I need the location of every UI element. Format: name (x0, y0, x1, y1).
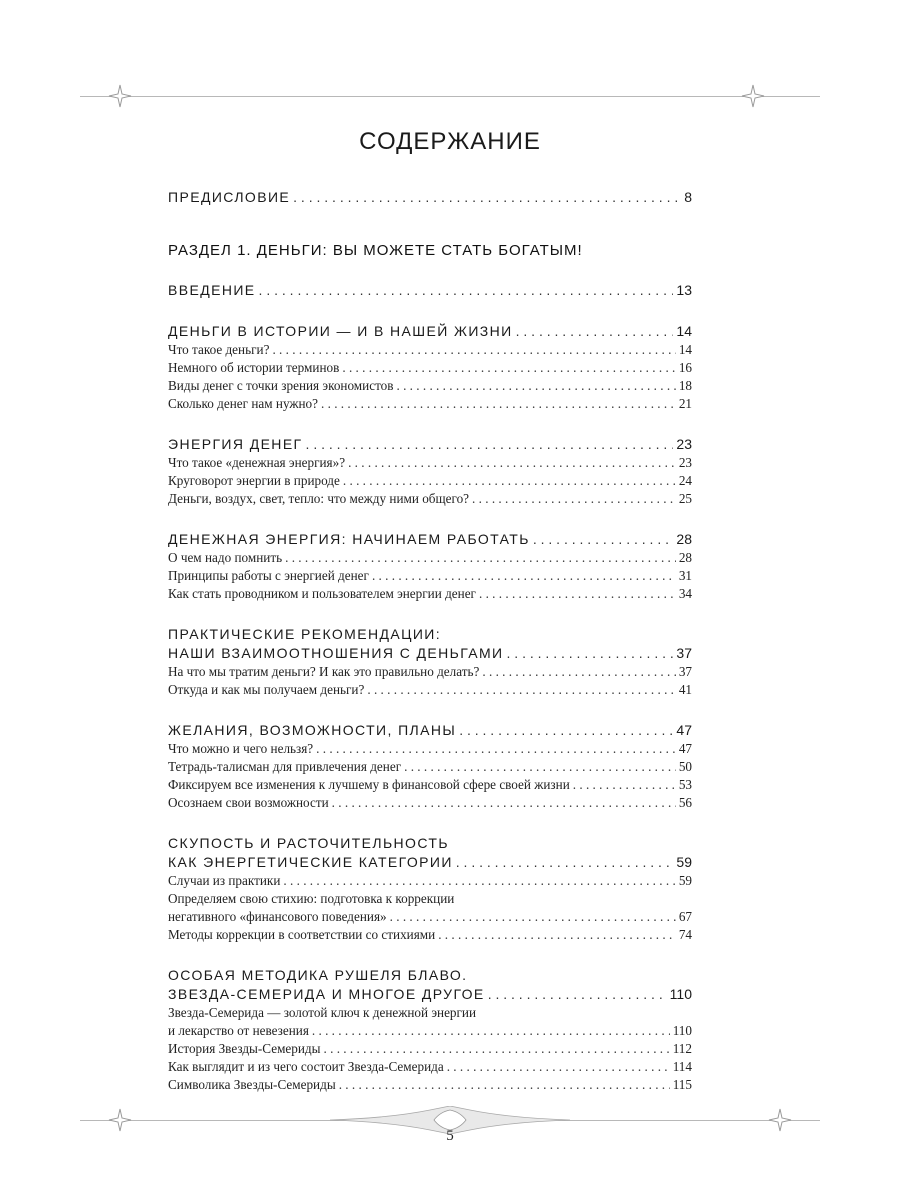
toc-chapter[interactable] (168, 644, 692, 663)
leader-dots (342, 359, 675, 377)
toc-page-number: 59 (678, 873, 692, 888)
leader-dots (339, 1076, 670, 1094)
leader-dots (367, 681, 675, 699)
toc-page-number: 115 (672, 1077, 692, 1092)
leader-dots (472, 490, 676, 508)
toc-page-number: 37 (678, 664, 692, 679)
toc-page-number: 112 (672, 1041, 692, 1056)
toc-entry-label: Деньги, воздух, свет, тепло: что между ними общего? (168, 491, 470, 506)
toc-entry-label: Случаи из практики (168, 873, 281, 888)
toc-page-number: 37 (676, 645, 692, 661)
toc-entry-label: Фиксируем все изменения к лучшему в финансовой сфере своей жизни (168, 777, 570, 792)
top-rule (80, 96, 820, 97)
star-ornament-icon (107, 83, 133, 109)
toc-item[interactable] (168, 740, 692, 758)
leader-dots (447, 1058, 670, 1076)
leader-dots (533, 530, 674, 549)
toc-chapter-line1: ОСОБАЯ МЕТОДИКА РУШЕЛЯ БЛАВО. (168, 967, 468, 983)
toc-entry-label: Как выглядит и из чего состоит Звезда-Семерида (168, 1059, 444, 1074)
toc-item[interactable] (168, 1040, 692, 1058)
page-title: СОДЕРЖАНИЕ (359, 128, 541, 155)
toc-entry-label: Что такое «денежная энергия»? (168, 455, 346, 470)
leader-dots (348, 454, 676, 472)
toc-entry-label: ЭНЕРГИЯ ДЕНЕГ (168, 436, 303, 452)
leader-dots (272, 341, 675, 359)
leader-dots (488, 985, 667, 1004)
toc-chapter[interactable] (168, 530, 692, 549)
leader-dots (456, 853, 674, 872)
toc-item[interactable] (168, 1076, 692, 1094)
toc-entry-label: ЗВЕЗДА-СЕМЕРИДА И МНОГОЕ ДРУГОЕ (168, 986, 485, 1002)
toc-chapter-line1: СКУПОСТЬ И РАСТОЧИТЕЛЬНОСТЬ (168, 835, 449, 851)
toc-entry-label: ДЕНЕЖНАЯ ЭНЕРГИЯ: НАЧИНАЕМ РАБОТАТЬ (168, 531, 530, 547)
toc-page-number: 13 (676, 282, 692, 298)
toc-item[interactable] (168, 758, 692, 776)
toc-entry-label: негативного «финансового поведения» (168, 909, 387, 924)
toc-page-number: 23 (678, 455, 692, 470)
toc-item[interactable] (168, 549, 692, 567)
toc-entry-label: Тетрадь-талисман для привлечения денег (168, 759, 402, 774)
leader-dots (573, 776, 676, 794)
toc-item[interactable] (168, 359, 692, 377)
toc-item[interactable] (168, 341, 692, 359)
toc-entry-label: Методы коррекции в соответствии со стихиями (168, 927, 436, 942)
leader-dots (372, 567, 676, 585)
leader-dots (316, 740, 676, 758)
toc-page-number: 16 (678, 360, 692, 375)
toc-chapter[interactable] (168, 853, 692, 872)
toc-item-line1: Определяем свою стихию: подготовка к коррекции (168, 891, 455, 906)
toc-item[interactable] (168, 681, 692, 699)
toc-page-number: 21 (678, 396, 692, 411)
toc-chapter[interactable] (168, 322, 692, 341)
toc-entry-label: ЖЕЛАНИЯ, ВОЗМОЖНОСТИ, ПЛАНЫ (168, 722, 457, 738)
leader-dots (507, 644, 674, 663)
leader-dots (321, 395, 676, 413)
toc-entry-label: Что можно и чего нельзя? (168, 741, 314, 756)
toc-page-number: 31 (678, 568, 692, 583)
toc-entry-label: Осознаем свои возможности (168, 795, 329, 810)
toc-entry-label: О чем надо помнить (168, 550, 283, 565)
toc-item[interactable] (168, 776, 692, 794)
toc-page-number: 14 (676, 323, 692, 339)
toc-entry-label: Сколько денег нам нужно? (168, 396, 318, 411)
leader-dots (479, 585, 676, 603)
toc-page-number: 18 (678, 378, 692, 393)
leader-dots (404, 758, 676, 776)
toc-page-number: 34 (678, 586, 692, 601)
toc-page-number: 28 (678, 550, 692, 565)
toc-entry-label: Немного об истории терминов (168, 360, 340, 375)
toc-chapter[interactable] (168, 435, 692, 454)
leader-dots (343, 472, 676, 490)
toc-item[interactable] (168, 908, 692, 926)
leader-dots (332, 794, 676, 812)
toc-page-number: 53 (678, 777, 692, 792)
page-number: 5 (446, 1128, 454, 1144)
toc-entry-label: Символика Звезды-Семериды (168, 1077, 336, 1092)
toc-item[interactable] (168, 926, 692, 944)
toc-page-number: 25 (678, 491, 692, 506)
leader-dots (293, 188, 681, 207)
toc-item[interactable] (168, 585, 692, 603)
toc-chapter[interactable] (168, 985, 692, 1004)
toc-page-number: 14 (678, 342, 692, 357)
toc-item[interactable] (168, 472, 692, 490)
toc-item[interactable] (168, 794, 692, 812)
toc-page-number: 56 (678, 795, 692, 810)
leader-dots (438, 926, 676, 944)
toc-page-number: 23 (676, 436, 692, 452)
leader-dots (459, 721, 673, 740)
toc-entry-label: На что мы тратим деньги? И как это правильно делать? (168, 664, 480, 679)
section-title: РАЗДЕЛ 1. ДЕНЬГИ: ВЫ МОЖЕТЕ СТАТЬ БОГАТЫМ! (168, 242, 583, 259)
toc-item[interactable] (168, 872, 692, 890)
toc-entry-label: Виды денег с точки зрения экономистов (168, 378, 394, 393)
toc-chapter-line1: ПРАКТИЧЕСКИЕ РЕКОМЕНДАЦИИ: (168, 626, 442, 642)
toc-page-number: 74 (678, 927, 692, 942)
leader-dots (516, 322, 674, 341)
toc-preface[interactable] (168, 188, 692, 207)
leader-dots (312, 1022, 670, 1040)
leader-dots (285, 549, 676, 567)
leader-dots (259, 281, 674, 300)
leader-dots (396, 377, 675, 395)
toc-page-number: 67 (678, 909, 692, 924)
toc-page-number: 8 (684, 189, 692, 205)
star-ornament-icon (740, 83, 766, 109)
toc-item[interactable] (168, 1022, 692, 1040)
toc-item-line1: Звезда-Семерида — золотой ключ к денежной энергии (168, 1005, 477, 1020)
toc-page-number: 47 (678, 741, 692, 756)
toc-entry-label: ДЕНЬГИ В ИСТОРИИ — И В НАШЕЙ ЖИЗНИ (168, 323, 513, 339)
toc-page-number: 24 (678, 473, 692, 488)
leader-dots (283, 872, 675, 890)
toc-page-number: 114 (672, 1059, 692, 1074)
toc-page-number: 59 (676, 854, 692, 870)
toc-page-number: 41 (678, 682, 692, 697)
toc-page-number: 110 (669, 986, 692, 1002)
toc-item[interactable] (168, 567, 692, 585)
leader-dots (324, 1040, 670, 1058)
toc-entry-label: ПРЕДИСЛОВИЕ (168, 189, 291, 205)
toc-entry-label: ВВЕДЕНИЕ (168, 282, 256, 298)
leader-dots (482, 663, 675, 681)
toc-chapter[interactable] (168, 721, 692, 740)
toc-page-number: 28 (676, 531, 692, 547)
toc-entry-label: Откуда и как мы получаем деньги? (168, 682, 365, 697)
toc-entry-label: Что такое деньги? (168, 342, 270, 357)
toc-item[interactable] (168, 454, 692, 472)
leader-dots (390, 908, 676, 926)
toc-entry-label: Как стать проводником и пользователем энергии денег (168, 586, 476, 601)
toc-page-number: 47 (676, 722, 692, 738)
toc-item[interactable] (168, 377, 692, 395)
toc-item[interactable] (168, 490, 692, 508)
toc-item[interactable] (168, 663, 692, 681)
toc-entry-label: Принципы работы с энергией денег (168, 568, 369, 583)
table-of-contents (168, 188, 692, 1094)
toc-introduction[interactable] (168, 281, 692, 300)
toc-item[interactable] (168, 395, 692, 413)
toc-entry-label: КАК ЭНЕРГЕТИЧЕСКИЕ КАТЕГОРИИ (168, 854, 453, 870)
toc-entry-label: История Звезды-Семериды (168, 1041, 321, 1056)
toc-entry-label: НАШИ ВЗАИМООТНОШЕНИЯ С ДЕНЬГАМИ (168, 645, 504, 661)
toc-entry-label: и лекарство от невезения (168, 1023, 309, 1038)
toc-item[interactable] (168, 1058, 692, 1076)
toc-page-number: 110 (672, 1023, 692, 1038)
toc-page-number: 50 (678, 759, 692, 774)
leader-dots (306, 435, 674, 454)
toc-entry-label: Круговорот энергии в природе (168, 473, 340, 488)
